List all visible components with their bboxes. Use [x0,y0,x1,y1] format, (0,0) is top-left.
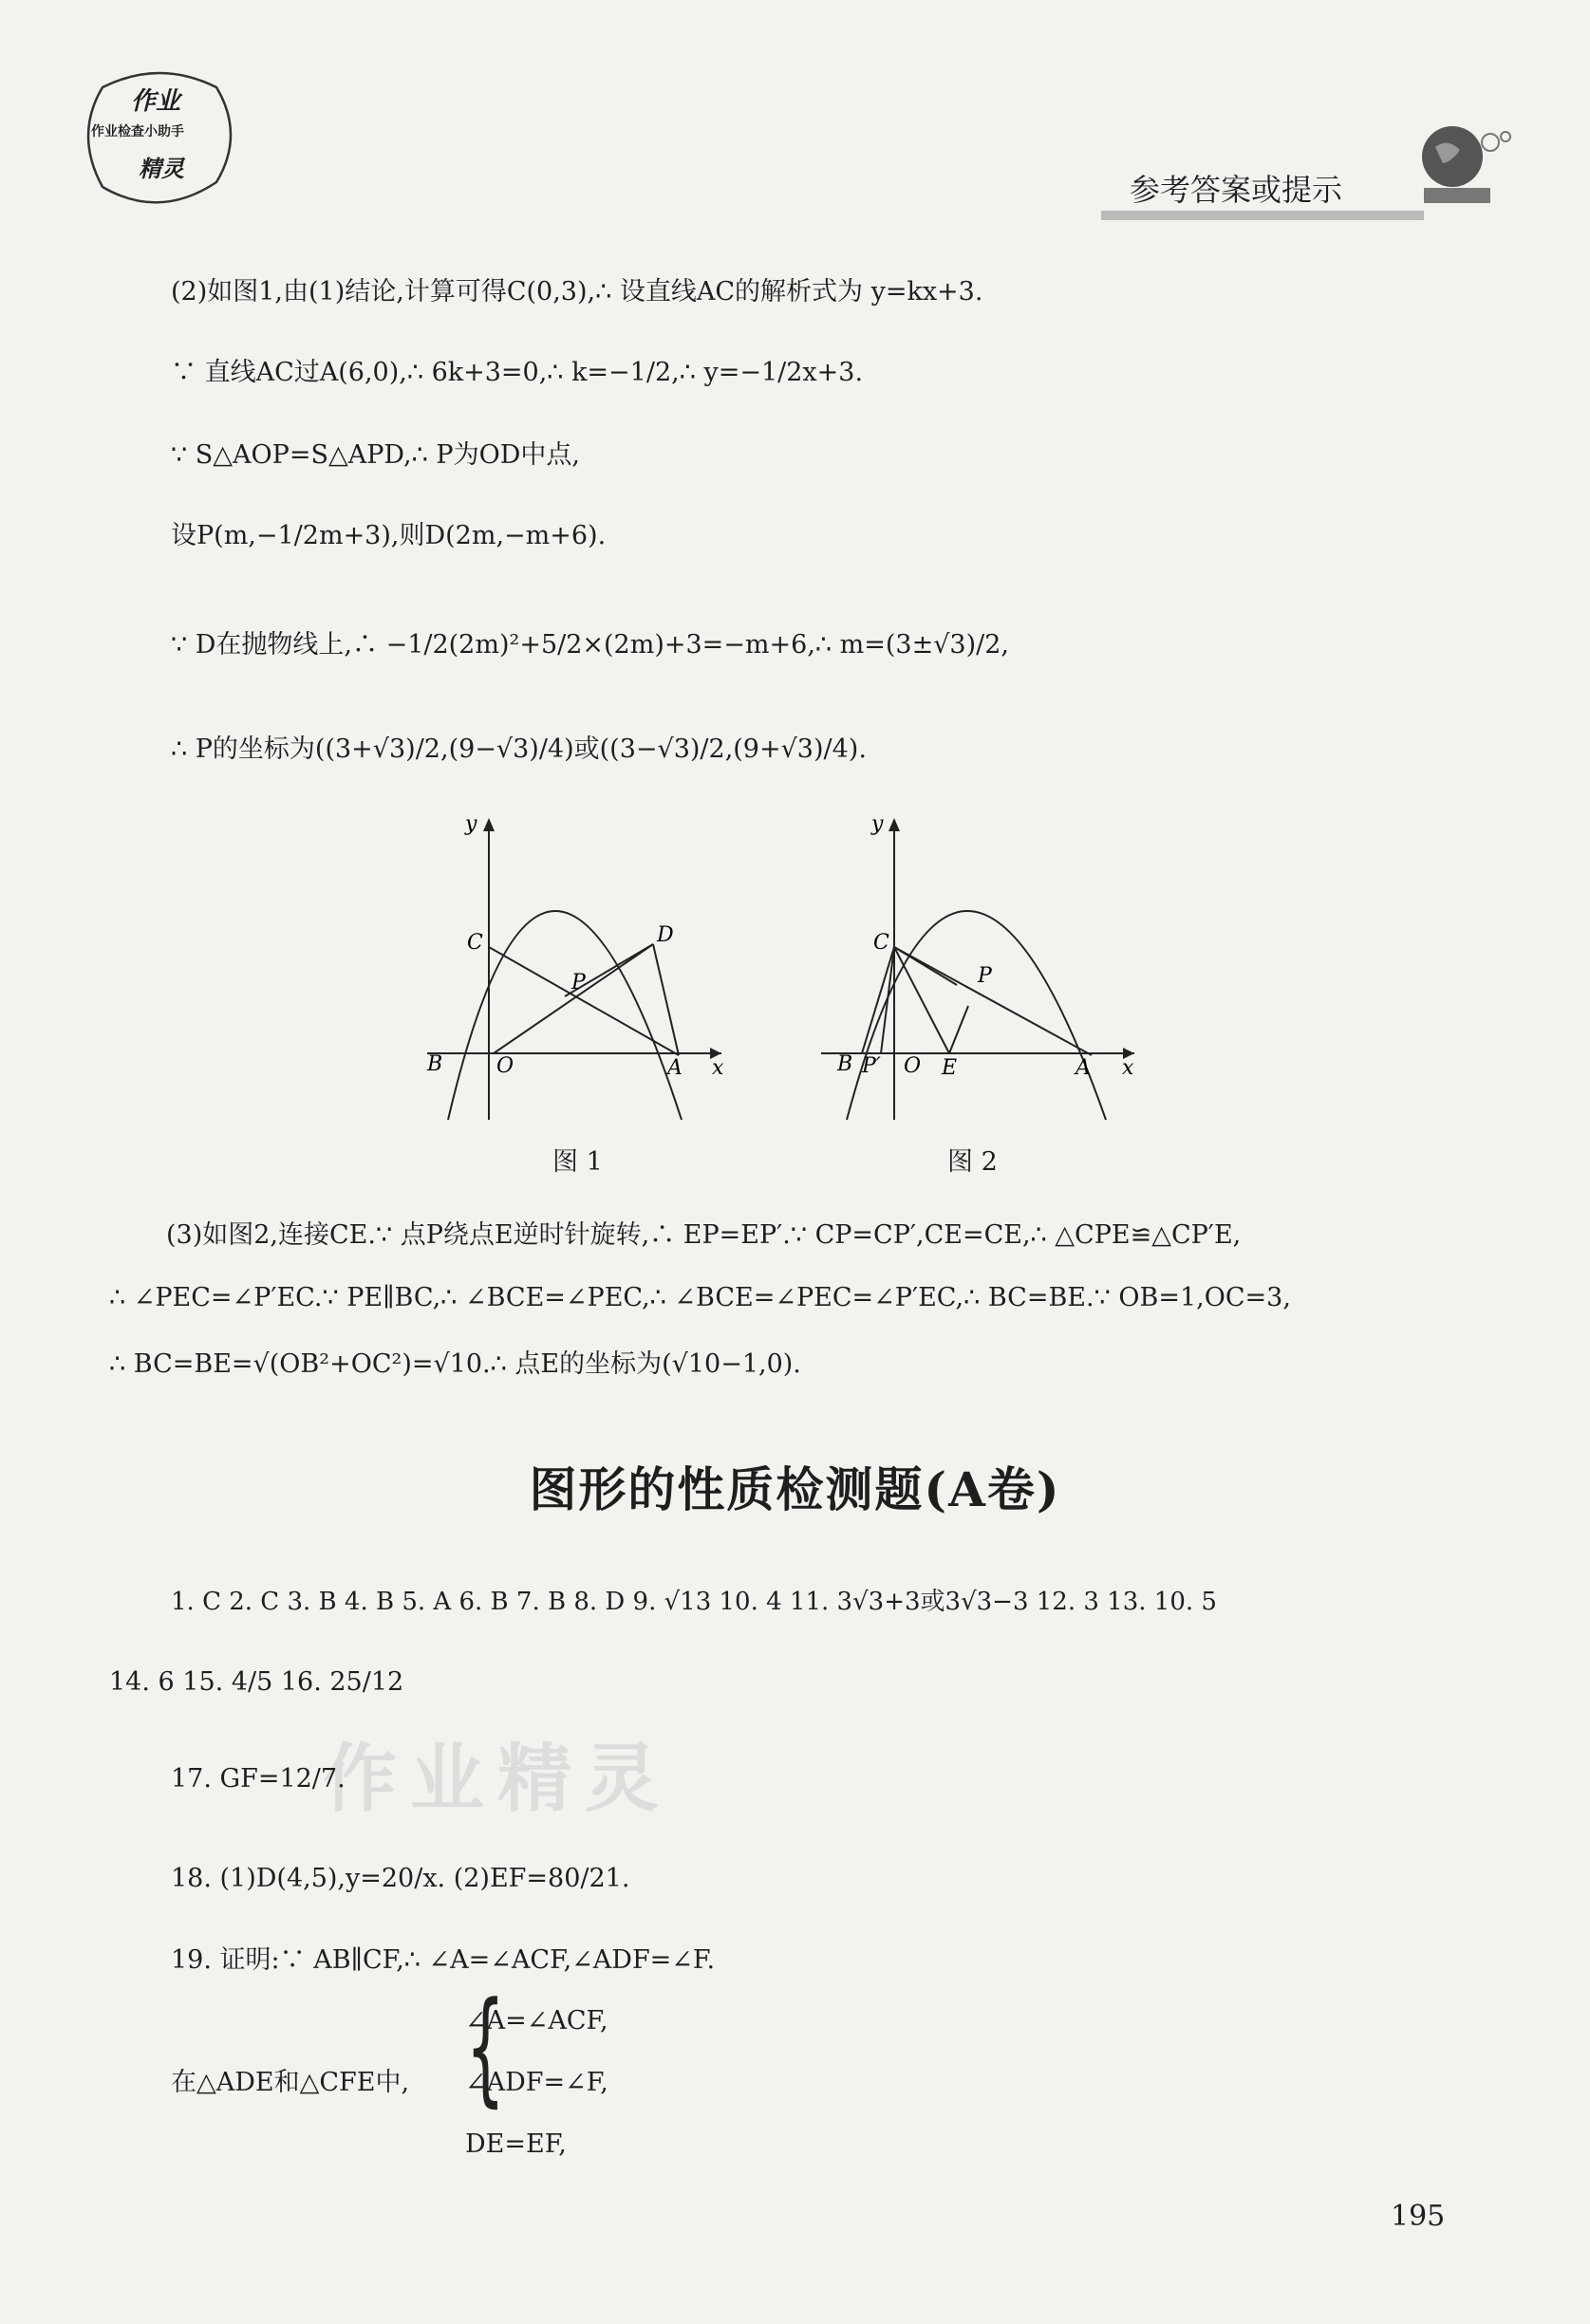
answer-19-line-1: 19. 证明:∵ AB∥CF,∴ ∠A=∠ACF,∠ADF=∠F. [171,1945,716,1975]
answer-19-case-2: ∠ADF=∠F, [465,2068,608,2097]
answer-19-intro: 在△ADE和△CFE中, [171,2068,410,2097]
figure-1-diagram [399,807,1177,1129]
fig1-label-B: B [427,1052,443,1076]
answers-row-1: 1. C 2. C 3. B 4. B 5. A 6. B 7. B 8. D 9. √13 10. 4 11. 3√3+3或3√3−3 12. 3 13. 10. 5 [171,1588,1217,1616]
watermark: 作业精灵 [323,1737,673,1822]
solution-line-3: ∵ S△AOP=S△APD,∴ P为OD中点, [171,440,580,470]
part3-line-2: ∴ ∠PEC=∠P′EC.∵ PE∥BC,∴ ∠BCE=∠PEC,∴ ∠BCE=∠PEC=∠P′EC,∴ BC=BE.∵ OB=1,OC=3, [109,1283,1291,1312]
header-title: 参考答案或提示 [1130,172,1343,208]
brace-glyph: { [465,1975,506,2119]
answer-17: 17. GF=12/7. [171,1764,346,1794]
solution-line-5: ∵ D在抛物线上,∴ −1/2(2m)²+5/2×(2m)+3=−m+6,∴ m=(3±√3)/2, [171,630,1009,660]
fig2-label-A: A [1076,1056,1091,1080]
solution-line-2: ∵ 直线AC过A(6,0),∴ 6k+3=0,∴ k=−1/2,∴ y=−1/2x+3. [171,358,864,387]
fig1-label-P: P [571,971,586,995]
answer-18: 18. (1)D(4,5),y=20/x. (2)EF=80/21. [171,1864,630,1893]
fig1-label-D: D [657,923,674,947]
page-number: 195 [1391,2200,1446,2233]
logo [84,68,235,209]
fig1-label-C: C [467,931,483,955]
fig1-label-A: A [667,1056,683,1080]
part3-line-1: (3)如图2,连接CE.∵ 点P绕点E逆时针旋转,∴ EP=EP′.∵ CP=CP′,CE=CE,∴ △CPE≌△CP′E, [166,1220,1242,1250]
figures [399,807,1177,1177]
logo-text-top: 作业 [131,87,181,116]
globe-icon [1414,114,1519,218]
fig1-label-y: y [465,812,477,836]
logo-text-mid: 作业检查小助手 [91,124,184,139]
fig2-label-P-prime: P′ [862,1054,881,1078]
fig2-label-C: C [873,931,889,955]
header-underline [1101,211,1424,220]
logo-text-bottom: 精灵 [139,155,184,182]
solution-line-4: 设P(m,−1/2m+3),则D(2m,−m+6). [171,521,607,550]
answer-19-case-1: ∠A=∠ACF, [465,2006,608,2036]
fig2-label-P: P [978,964,992,988]
figure-2-caption: 图 2 [947,1147,998,1177]
fig1-label-O: O [496,1054,514,1078]
answer-19-case-3: DE=EF, [465,2129,567,2159]
fig2-label-x: x [1122,1056,1134,1080]
fig2-label-y: y [871,812,884,836]
solution-line-1: (2)如图1,由(1)结论,计算可得C(0,3),∴ 设直线AC的解析式为 y=kx+3. [171,277,983,307]
fig1-label-x: x [712,1056,724,1080]
solution-line-6: ∴ P的坐标为((3+√3)/2,(9−√3)/4)或((3−√3)/2,(9+√3)/4). [171,734,867,764]
fig2-label-O: O [904,1054,922,1078]
section-title: 图形的性质检测题(A卷) [529,1461,1061,1517]
fig2-label-B: B [837,1052,853,1076]
figure-1-caption: 图 1 [552,1147,603,1177]
fig2-label-E: E [942,1056,958,1080]
answers-row-2: 14. 6 15. 4/5 16. 25/12 [109,1667,404,1697]
part3-line-3: ∴ BC=BE=√(OB²+OC²)=√10.∴ 点E的坐标为(√10−1,0). [109,1349,801,1379]
